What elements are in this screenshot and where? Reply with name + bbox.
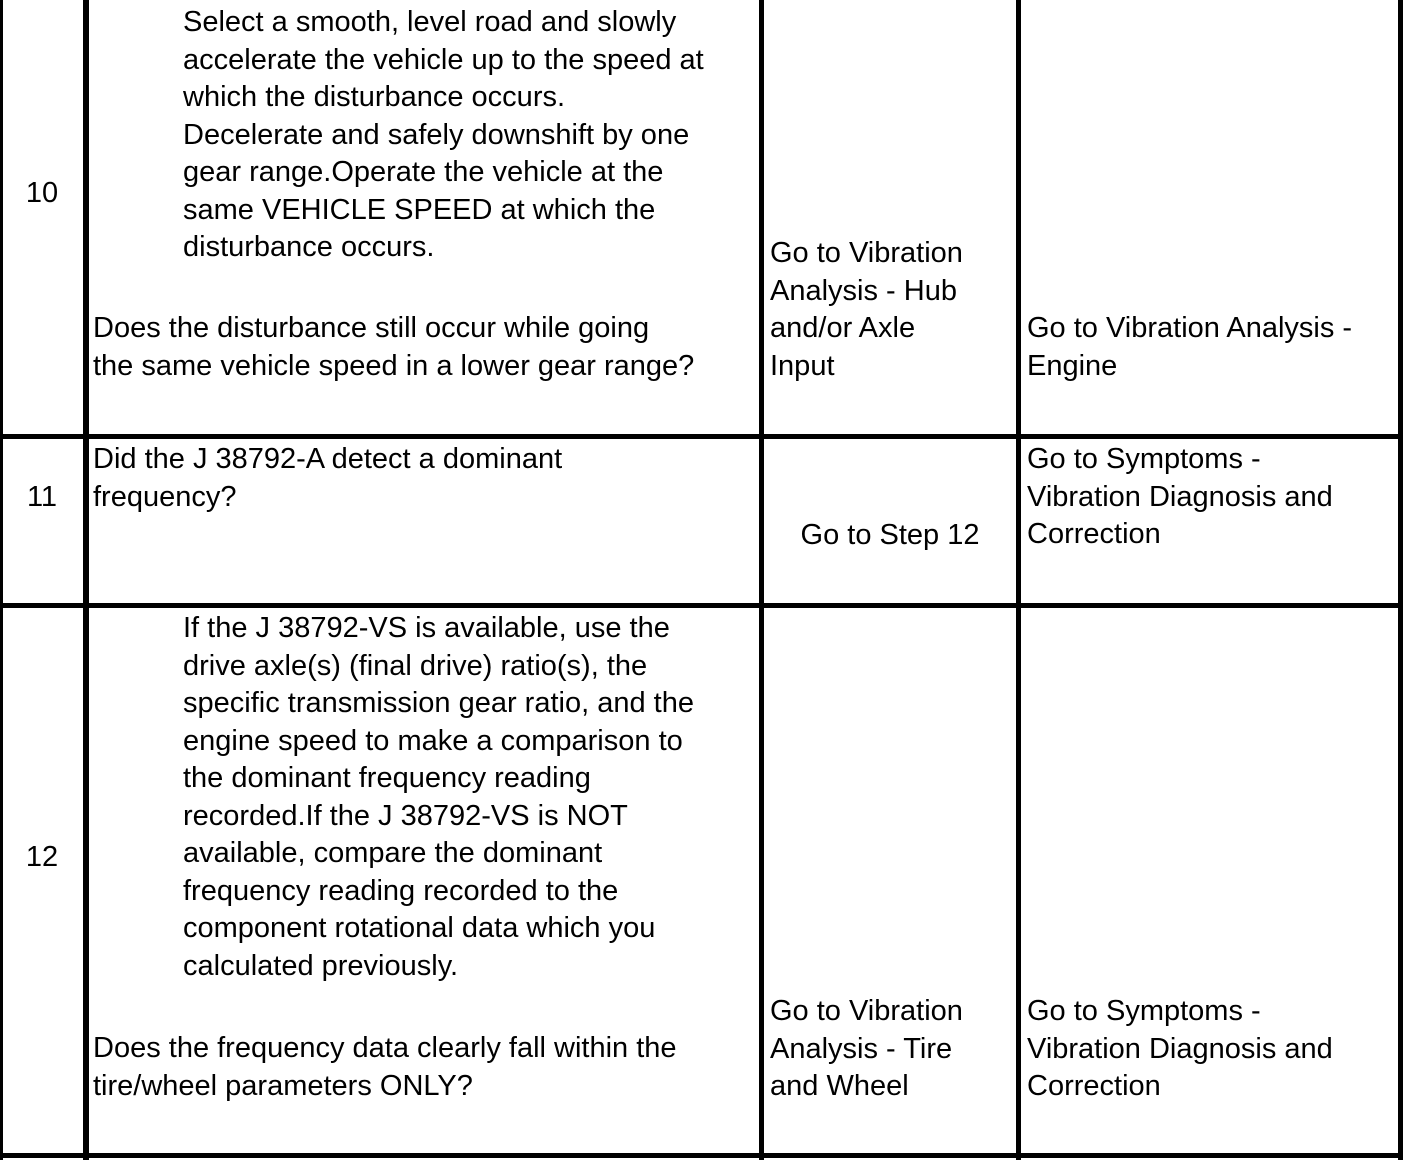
no-action: Go to Vibration Analysis - Engine	[1027, 312, 1353, 382]
yes-action: Go to Vibration Analysis - Tire and Wheel	[770, 995, 963, 1102]
step-question: Does the frequency data clearly fall within the tire/wheel parameters ONLY?	[93, 1032, 677, 1102]
column-divider	[0, 0, 3, 1160]
step-number: 10	[25, 177, 59, 209]
row-divider	[0, 603, 1403, 608]
step-question: Does the disturbance still occur while going the same vehicle speed in a lower gear range?	[93, 312, 695, 382]
column-divider	[759, 0, 764, 1160]
step-instruction: Select a smooth, level road and slowly accelerate the vehicle up to the speed at which the disturbance occurs. Decelerate and safely downshift by one gear range.Operate the vehicle at the same VEHICLE SPEED at which the disturbance occurs.	[183, 6, 704, 263]
yes-action: Go to Step 12	[800, 519, 980, 551]
no-action: Go to Symptoms - Vibration Diagnosis and Correction	[1027, 443, 1333, 550]
step-number: 12	[25, 841, 59, 873]
no-action: Go to Symptoms - Vibration Diagnosis and Correction	[1027, 995, 1333, 1102]
step-number: 11	[26, 481, 58, 513]
column-divider	[83, 0, 89, 1160]
column-divider	[1016, 0, 1021, 1160]
yes-action: Go to Vibration Analysis - Hub and/or Axle Input	[770, 237, 963, 382]
step-question: Did the J 38792-A detect a dominant frequency?	[93, 443, 563, 513]
row-divider	[0, 1153, 1403, 1158]
row-divider	[0, 434, 1403, 439]
step-instruction: If the J 38792-VS is available, use the drive axle(s) (final drive) ratio(s), the specific transmission gear ratio, and the engine speed to make a comparison to the dominant frequency reading recorded.If the J 38792-VS is NOT available, compare the dominant frequency reading recorded to the component rotational data which you calculated previously.	[183, 612, 694, 982]
column-divider	[1398, 0, 1403, 1160]
